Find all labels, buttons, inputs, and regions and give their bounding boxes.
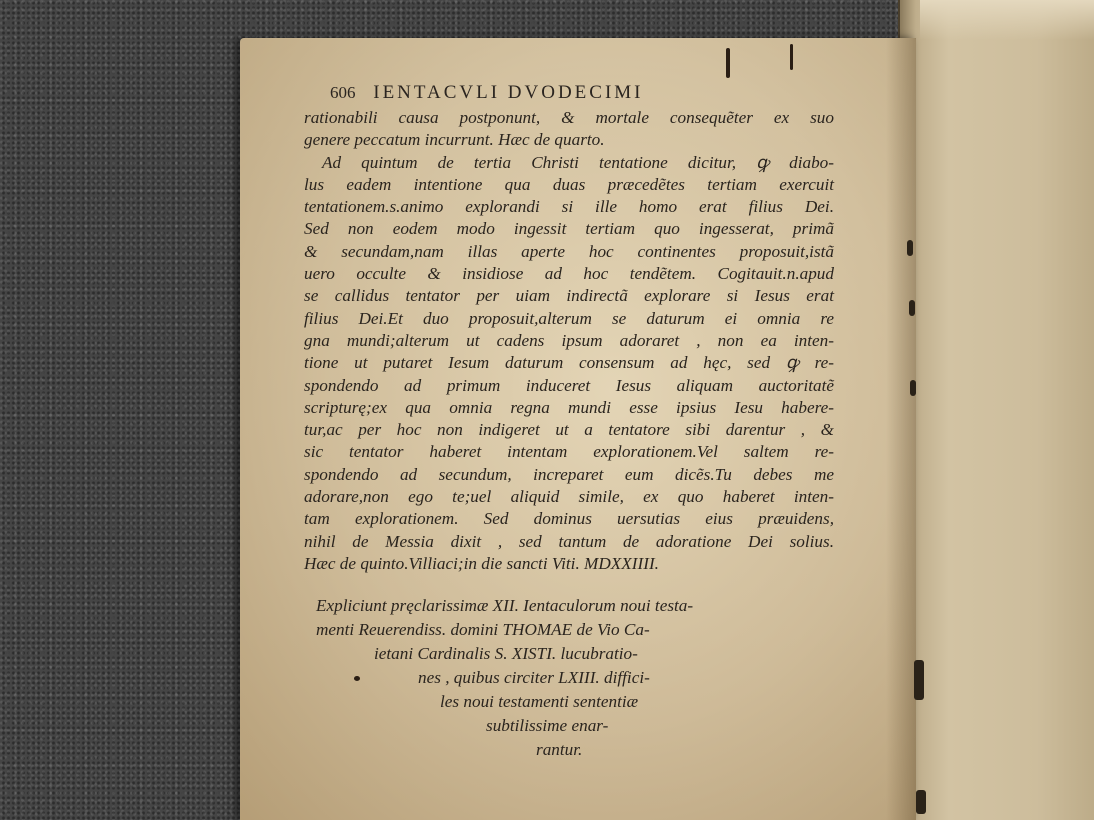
colophon-line: Expliciunt pręclarissimæ XII. Ientaculorum noui testa- <box>316 596 694 615</box>
text-line: Hæc de quinto.Villiaci;in die sancti Viti. MDXXIIII. <box>304 553 659 573</box>
running-title: IENTACVLI DVODECIMI <box>373 82 644 103</box>
body-text <box>304 107 834 575</box>
text-line: scripturę;ex qua omnia regna mundi esse ipsius Iesu habere- <box>304 397 834 417</box>
colophon-line: les noui testamenti sententiæ <box>440 692 639 711</box>
text-line: nihil de Messia dixit , sed tantum de adoratione Dei solius. <box>304 531 834 551</box>
text-line: tur,ac per hoc non indigeret ut a tentatore sibi darentur , & <box>304 420 834 440</box>
text-line: lus eadem intentione qua duas præcedẽtes tertiam exercuit <box>304 174 834 194</box>
binding-hole <box>914 660 924 700</box>
binding-hole <box>909 300 915 316</box>
colophon-line: ietani Cardinalis S. XISTI. lucubratio- <box>374 644 638 663</box>
binding-hole <box>907 240 913 256</box>
binding-hole <box>916 790 926 814</box>
ink-mark <box>790 44 793 70</box>
text-line: tentationem.s.animo explorandi si ille homo erat filius Dei. <box>304 197 834 217</box>
text-line: se callidus tentator per uiam indirectã explorare si Iesus erat <box>304 286 834 306</box>
colophon-line: menti Reuerendiss. domini THOMAE de Vio Ca- <box>316 620 650 639</box>
text-line: gna mundi;alterum ut cadens ipsum adoraret , non ea inten- <box>304 330 834 350</box>
text-line: Sed non eodem modo ingessit tertiam quo ingesserat, primã <box>304 219 834 239</box>
text-line: genere peccatum incurrunt. Hæc de quarto. <box>304 130 605 150</box>
colophon <box>300 594 840 762</box>
ink-mark <box>726 48 730 78</box>
binding-hole <box>910 380 916 396</box>
running-header <box>330 82 850 104</box>
text-line: filius Dei.Et duo proposuit,alterum se daturum ei omnia re <box>304 308 834 328</box>
text-line: Ad quintum de tertia Christi tentatione dicitur, ꝙ diabo- <box>322 152 834 172</box>
text-line: tam explorationem. Sed dominus uersutias eius præuidens, <box>304 509 834 529</box>
text-line: spondendo ad primum induceret Iesus aliquam auctoritatẽ <box>304 375 834 395</box>
text-line: tione ut putaret Iesum daturum consensum ad hęc, sed ꝙ re- <box>304 353 834 373</box>
text-line: adorare,non ego te;uel aliquid simile, ex quo haberet inten- <box>304 487 834 507</box>
text-line: rationabili causa postponunt, & mortale consequẽter ex suo <box>304 108 834 127</box>
text-line: spondendo ad secundum, increparet eum dicẽs.Tu debes me <box>304 464 834 484</box>
colophon-line: nes , quibus circiter LXIII. diffici- <box>418 668 650 687</box>
colophon-line: subtilissime enar- <box>486 716 609 735</box>
facing-page <box>898 0 1094 820</box>
text-line: uero occulte & insidiose ad hoc tendẽtem. Cogitauit.n.apud <box>304 264 834 284</box>
colophon-line: rantur. <box>536 740 583 759</box>
text-line: sic tentator haberet intentam explorationem.Vel saltem re- <box>304 442 834 462</box>
page-number: 606 <box>330 83 356 102</box>
text-line: & secundam,nam illas aperte hoc continentes proposuit,istã <box>304 241 834 261</box>
